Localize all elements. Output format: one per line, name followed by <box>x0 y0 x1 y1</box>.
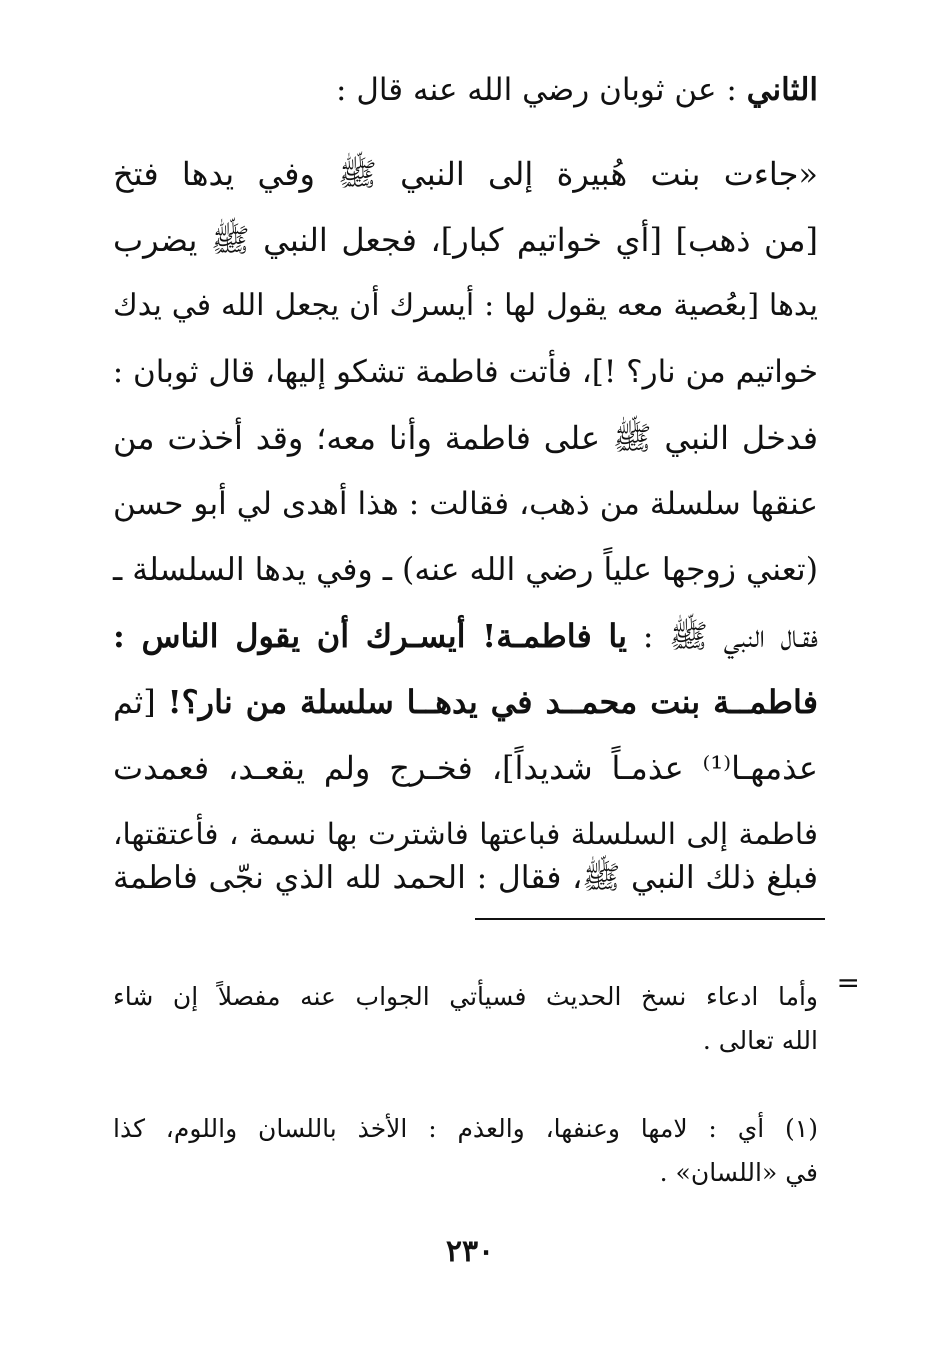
text-line-6: عنقها سلسلة من ذهب، فقالت : هذا أهدى لي أبو حسن <box>113 486 818 522</box>
footnote-prev-line-2: الله تعالى . <box>702 1026 818 1055</box>
line-9-bold: فاطمــة بنت محمــد في يدهــا سلسلة من نار؟! <box>167 683 819 721</box>
footnote-prev-line-1: وأما ادعاء نسخ الحديث فسيأتي الجواب عنه مفصلاً إن شاء <box>113 982 818 1011</box>
text-line-10: عذمهـا⁽¹⁾ عذمـاً شديداً]، فخـرج ولم يقعـد، فعمدت <box>113 749 818 787</box>
text-line-4: خواتيم من نار؟ !]، فأتت فاطمة تشكو إليها، قال ثوبان : <box>112 354 818 390</box>
line-8-bold: يا فاطمـة! أيسـرك أن يقول الناس : <box>113 617 628 655</box>
line-8-plain: فقـال النبي ﷺ : <box>642 617 819 655</box>
footnote-1-line-1: (١) أي : لامها وعنفها، والعذم : الأخذ باللسان واللوم، كذا <box>113 1114 818 1143</box>
footnote-1-line-2: في «اللسان» . <box>659 1158 818 1187</box>
line-9-plain: [ثم <box>113 683 156 721</box>
footnote-continuation-mark: = <box>836 966 860 999</box>
heading-lead: الثاني <box>746 72 818 108</box>
text-line-1: «جاءت بنت هُبيرة إلى النبي ﷺ وفي يدها فتخ <box>113 155 818 193</box>
text-line-8 <box>113 603 818 669</box>
footnote-separator <box>475 918 825 920</box>
text-line-5: فدخل النبي ﷺ على فاطمة وأنا معه؛ وقد أخذت من <box>113 419 818 457</box>
text-line-11: فاطمة إلى السلسلة فباعتها فاشترت بها نسمة ، فأعتقتها، <box>113 817 818 851</box>
text-line-3: يدها [بعُصية معه يقول لها : أيسرك أن يجعل الله في يدك <box>113 288 818 323</box>
text-line-12: فبلغ ذلك النبي ﷺ، فقال : الحمد لله الذي نجّى فاطمة <box>113 860 818 896</box>
text-line-2: [من ذهب] [أي خواتيم كبار]، فجعل النبي ﷺ يضرب <box>113 221 818 259</box>
text-line-9 <box>113 669 818 735</box>
heading-rest: : عن ثوبان رضي الله عنه قال : <box>336 72 737 108</box>
section-heading <box>113 62 818 118</box>
text-line-7: (تعني زوجها علياً رضي الله عنه) ـ وفي يدها السلسلة ـ <box>113 552 818 588</box>
page-number: ٢٣٠ <box>445 1234 495 1269</box>
